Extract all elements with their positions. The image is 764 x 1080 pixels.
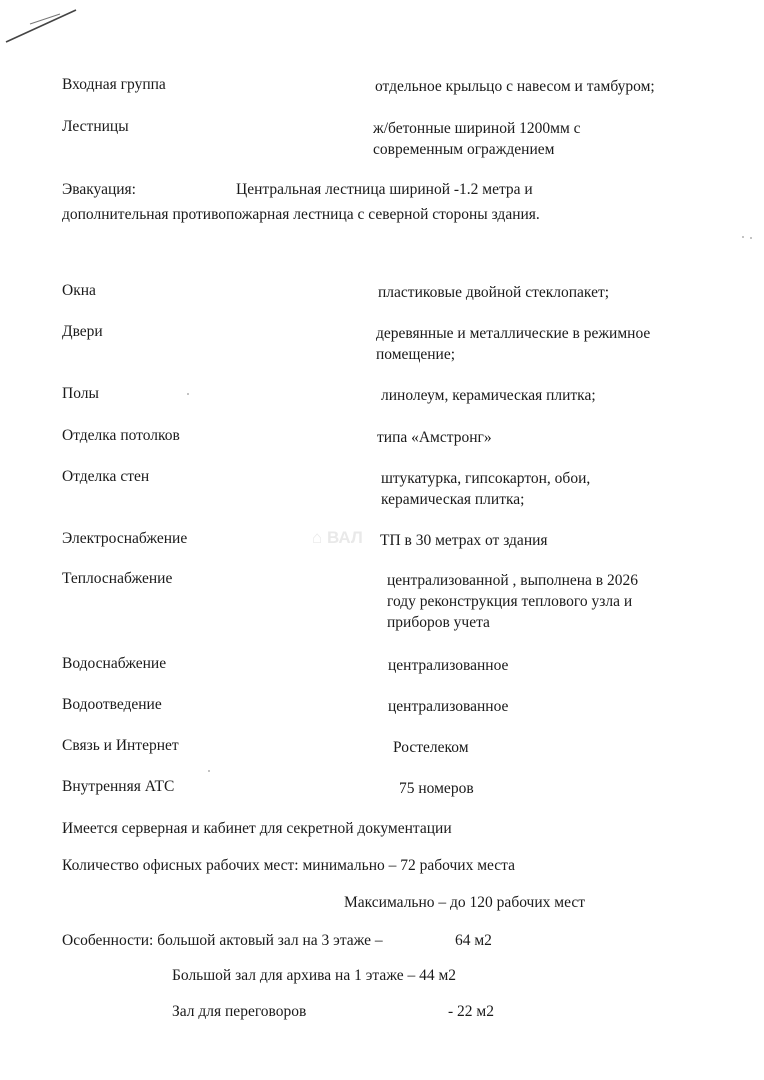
server-room-note: Имеется серверная и кабинет для секретной документации <box>62 820 452 837</box>
spec-row-sewerage <box>62 696 734 740</box>
spec-label: Окна <box>62 282 96 299</box>
spec-value: 75 номеров <box>399 780 474 797</box>
spec-row-entrance <box>62 76 734 120</box>
watermark-text: ВАЛ <box>327 528 363 547</box>
evacuation-line-2: дополнительная противопожарная лестница с северной стороны здания. <box>62 206 540 223</box>
evacuation-label: Эвакуация: <box>62 181 136 198</box>
features-line-2: Большой зал для архива на 1 этаже – 44 м2 <box>172 967 457 984</box>
workplaces-max: Максимально – до 120 рабочих мест <box>344 894 585 911</box>
spec-row-water-supply <box>62 655 734 699</box>
scan-corner-mark <box>0 0 100 50</box>
spec-value: Ростелеком <box>393 739 469 756</box>
spec-value: отдельное крыльцо с навесом и тамбуром; <box>375 78 655 95</box>
scan-speck <box>750 237 752 239</box>
spec-label: Внутренняя АТС <box>62 778 175 795</box>
spec-label: Отделка стен <box>62 468 150 485</box>
spec-label: Водоотведение <box>62 696 162 713</box>
spec-value: централизованное <box>388 657 509 674</box>
spec-row-heating <box>62 570 734 631</box>
spec-label: Водоснабжение <box>62 655 167 672</box>
spec-row-windows <box>62 282 734 326</box>
spec-value: типа «Амстронг» <box>377 429 492 446</box>
scan-speck <box>187 393 189 395</box>
spec-row-floors <box>62 385 734 429</box>
spec-value: централизованной , выполнена в 2026 году реконструкция теплового узла и приборов учета <box>387 572 638 631</box>
features-text: Особенности: большой актовый зал на 3 этаже – <box>62 932 383 949</box>
spec-label: Отделка потолков <box>62 427 180 444</box>
spec-row-doors <box>62 323 734 367</box>
spec-label: Двери <box>62 323 103 340</box>
workplaces-min: Количество офисных рабочих мест: минимально – 72 рабочих места <box>62 857 515 874</box>
spec-value: штукатурка, гипсокартон, обои, керамическая плитка; <box>381 470 591 508</box>
spec-value: линолеум, керамическая плитка; <box>381 387 596 404</box>
spec-value: деревянные и металлические в режимное помещение; <box>376 325 651 363</box>
spec-row-walls <box>62 468 734 512</box>
spec-label: Лестницы <box>62 118 129 135</box>
evacuation-text: Центральная лестница шириной -1.2 метра и <box>236 181 533 198</box>
spec-label: Теплоснабжение <box>62 570 173 587</box>
spec-label: Связь и Интернет <box>62 737 179 754</box>
spec-row-electricity <box>62 530 734 574</box>
spec-row-ceilings <box>62 427 734 471</box>
scan-speck <box>208 770 210 772</box>
spec-value: пластиковые двойной стеклопакет; <box>378 284 610 301</box>
spec-row-stairs <box>62 118 734 162</box>
spec-value: ж/бетонные шириной 1200мм с современным ограждением <box>373 120 581 158</box>
spec-label: Полы <box>62 385 99 402</box>
spec-row-internet <box>62 737 734 781</box>
spec-label: Входная группа <box>62 76 166 93</box>
scan-speck <box>742 236 744 238</box>
spec-row-pbx <box>62 778 734 822</box>
features-line-3 <box>172 1001 494 1022</box>
evacuation-line-1 <box>62 179 533 200</box>
features-text: Зал для переговоров <box>172 1003 307 1020</box>
spec-label: Электроснабжение <box>62 530 188 547</box>
watermark: ⌂ ВАЛ <box>312 528 363 547</box>
spec-value: централизованное <box>388 698 509 715</box>
features-line-1 <box>62 930 492 951</box>
features-area: - 22 м2 <box>448 1003 494 1020</box>
spec-value: ТП в 30 метрах от здания <box>380 532 548 549</box>
features-area: 64 м2 <box>455 932 492 949</box>
